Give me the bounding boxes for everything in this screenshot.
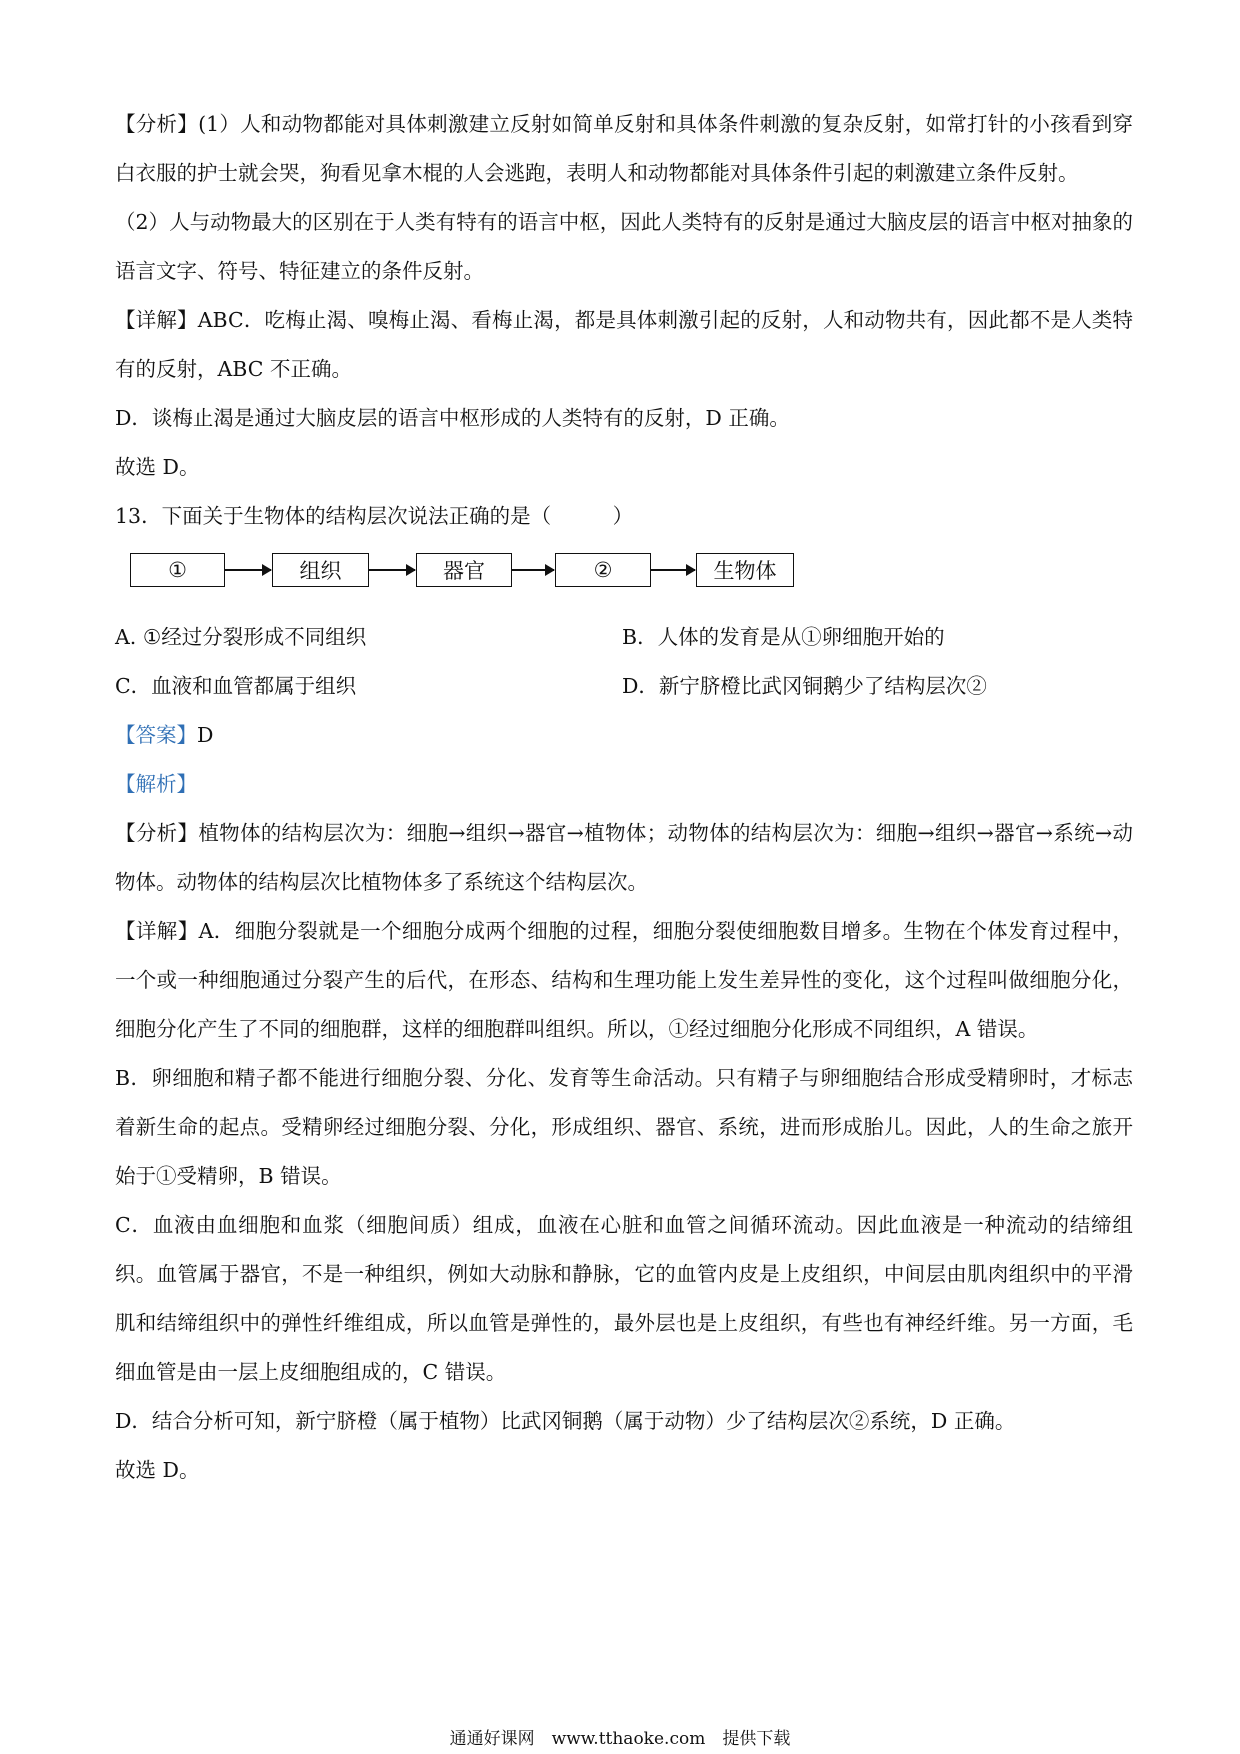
structure-level-diagram <box>115 545 1133 607</box>
explanation-detail-c: C．血液由血细胞和血浆（细胞间质）组成，血液在心脏和血管之间循环流动。因此血液是一种流动的结缔组织。血管属于器官，不是一种组织，例如大动脉和静脉，它的血管内皮是上皮组织，中间层由肌肉组织中的平滑肌和结缔组织中的弹性纤维组成，所以血管是弹性的，最外层也是上皮组织，有些也有神经纤维。另一方面，毛细血管是由一层上皮细胞组成的，C 错误。 <box>115 1213 1133 1384</box>
diagram-arrow-1 <box>225 569 271 571</box>
explanation-tag: 【解析】 <box>115 772 197 796</box>
explanation-analysis: 【分析】植物体的结构层次为：细胞→组织→器官→植物体；动物体的结构层次为：细胞→组织→器官→系统→动物体。动物体的结构层次比植物体多了系统这个结构层次。 <box>115 821 1133 894</box>
question-stem: 13．下面关于生物体的结构层次说法正确的是（ ） <box>115 504 634 528</box>
option-b: B．人体的发育是从①卵细胞开始的 <box>622 625 945 649</box>
analysis-paragraph-2: （2）人与动物最大的区别在于人类有特有的语言中枢，因此人类特有的反射是通过大脑皮层的语言中枢对抽象的语言文字、符号、特征建立的条件反射。 <box>115 210 1133 283</box>
explanation-detail-b: B．卵细胞和精子都不能进行细胞分裂、分化、发育等生命活动。只有精子与卵细胞结合形成受精卵时，才标志着新生命的起点。受精卵经过细胞分裂、分化，形成组织、器官、系统，进而形成胎儿。因此，人的生命之旅开始于①受精卵，B 错误。 <box>115 1066 1133 1188</box>
option-d: D．新宁脐橙比武冈铜鹅少了结构层次② <box>622 674 987 698</box>
diagram-box-2: 组织 <box>272 553 369 587</box>
answer-tag: 【答案】 <box>115 723 197 747</box>
answer-options <box>115 613 1133 711</box>
diagram-box-1: ① <box>130 553 225 587</box>
conclusion-paragraph: 故选 D。 <box>115 455 200 479</box>
explanation-detail-a: 【详解】A．细胞分裂就是一个细胞分成两个细胞的过程，细胞分裂使细胞数目增多。生物在个体发育过程中，一个或一种细胞通过分裂产生的后代，在形态、结构和生理功能上发生差异性的变化，这个过程叫做细胞分化，细胞分化产生了不同的细胞群，这样的细胞群叫组织。所以，①经过细胞分化形成不同组织，A 错误。 <box>115 919 1133 1041</box>
detail-paragraph-d: D．谈梅止渴是通过大脑皮层的语言中枢形成的人类特有的反射，D 正确。 <box>115 406 790 430</box>
diagram-box-4: ② <box>555 553 651 587</box>
answer-line <box>115 711 1133 760</box>
diagram-arrow-2 <box>369 569 415 571</box>
document-page <box>115 100 1133 1495</box>
explanation-heading <box>115 760 1133 809</box>
answer-value: D <box>197 723 214 747</box>
diagram-arrow-3 <box>512 569 554 571</box>
page-footer: 通通好课网 www.tthaoke.com 提供下载 <box>449 1729 791 1749</box>
diagram-arrow-4 <box>651 569 695 571</box>
option-c: C．血液和血管都属于组织 <box>115 674 357 698</box>
explanation-conclusion: 故选 D。 <box>115 1458 200 1482</box>
analysis-paragraph-1: 【分析】(1）人和动物都能对具体刺激建立反射如简单反射和具体条件刺激的复杂反射，如常打针的小孩看到穿白衣服的护士就会哭，狗看见拿木棍的人会逃跑，表明人和动物都能对具体条件引起的刺激建立条件反射。 <box>115 112 1133 185</box>
detail-paragraph-abc: 【详解】ABC．吃梅止渴、嗅梅止渴、看梅止渴，都是具体刺激引起的反射，人和动物共有，因此都不是人类特有的反射，ABC 不正确。 <box>115 308 1133 381</box>
explanation-detail-d: D．结合分析可知，新宁脐橙（属于植物）比武冈铜鹅（属于动物）少了结构层次②系统，D 正确。 <box>115 1409 1016 1433</box>
diagram-box-5: 生物体 <box>696 553 794 587</box>
diagram-box-3: 器官 <box>416 553 512 587</box>
option-a: A. ①经过分裂形成不同组织 <box>115 625 367 649</box>
